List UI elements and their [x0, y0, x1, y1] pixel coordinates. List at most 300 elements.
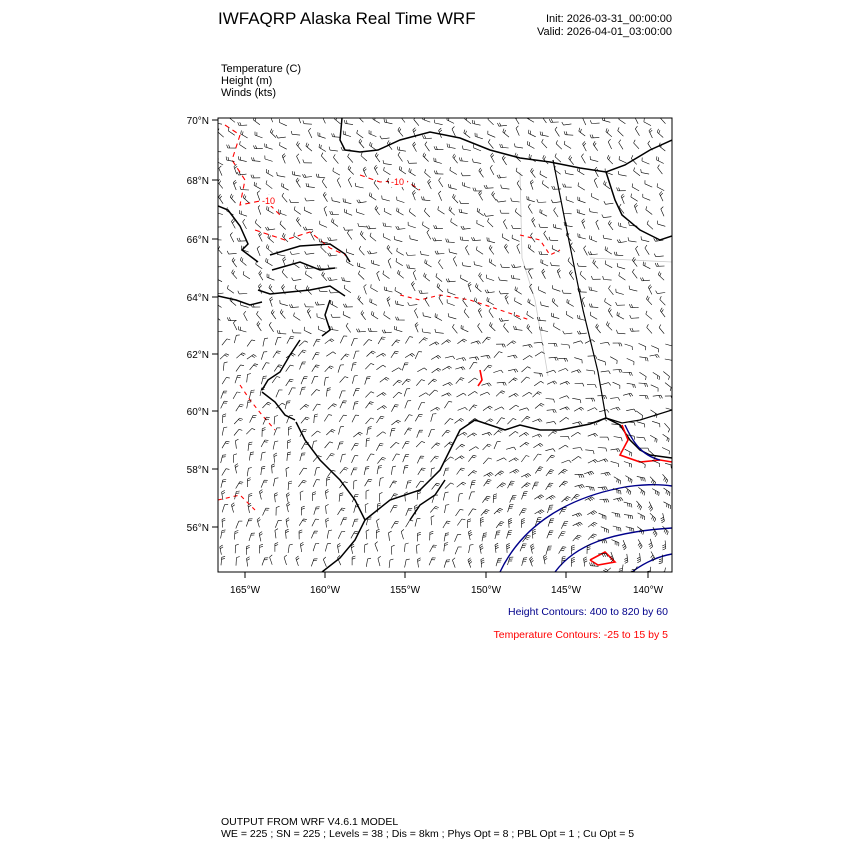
- wind-barb-icon: [646, 314, 652, 319]
- wind-barb-feather: [494, 494, 497, 495]
- wind-barb-icon: [542, 116, 547, 123]
- wind-barb-feather: [474, 471, 477, 473]
- wind-barb-feather: [488, 480, 491, 481]
- wind-barb-icon: [404, 544, 405, 552]
- wind-barb-icon: [489, 262, 496, 266]
- wind-barb-feather: [288, 428, 291, 429]
- wind-barb-feather: [241, 354, 244, 356]
- wind-barb-feather: [248, 374, 251, 375]
- wind-barb-feather: [488, 337, 491, 338]
- wind-barb-icon: [221, 531, 222, 539]
- wind-barb-feather: [365, 544, 368, 545]
- wind-barb-feather: [358, 271, 359, 274]
- wind-barb-feather: [490, 432, 492, 435]
- wind-barb-icon: [663, 474, 668, 480]
- wind-barb-icon: [308, 131, 312, 138]
- wind-barb-icon: [632, 260, 637, 266]
- wind-barb-feather: [578, 535, 581, 536]
- wind-barb-icon: [504, 326, 509, 332]
- wind-barb-icon: [488, 119, 494, 125]
- wind-barb-icon: [347, 233, 352, 240]
- wind-barb-icon: [522, 392, 529, 396]
- wind-barb-feather: [655, 263, 656, 266]
- wind-barb-feather: [304, 174, 306, 177]
- wind-barb-icon: [395, 291, 402, 295]
- wind-barb-feather: [478, 341, 480, 344]
- wind-barb-icon: [632, 187, 639, 191]
- wind-barb-feather: [418, 493, 421, 494]
- wind-barb-feather: [219, 181, 221, 184]
- wind-barb-feather: [274, 493, 277, 495]
- wind-barb-icon: [352, 376, 354, 384]
- wind-barb-feather: [522, 510, 525, 511]
- wind-barb-icon: [449, 252, 457, 254]
- wind-barb-icon: [659, 328, 664, 334]
- wind-barb-feather: [526, 418, 529, 419]
- wind-barb-feather: [252, 428, 255, 429]
- wind-barb-feather: [619, 204, 621, 207]
- wind-barb-feather: [367, 251, 369, 254]
- wind-barb-feather: [436, 273, 437, 276]
- wind-barb-icon: [357, 133, 364, 138]
- wind-barb-icon: [329, 280, 337, 281]
- wind-barb-feather: [649, 545, 652, 547]
- wind-barb-icon: [507, 341, 513, 346]
- wind-barb-feather: [422, 196, 423, 199]
- wind-barb-feather: [449, 443, 452, 445]
- wind-barb-feather: [528, 474, 531, 476]
- wind-barb-feather: [238, 156, 239, 160]
- wind-barb-feather: [572, 559, 575, 560]
- wind-barb-feather: [529, 345, 531, 348]
- wind-barb-feather: [489, 245, 491, 248]
- wind-barb-feather: [330, 442, 333, 443]
- wind-barb-feather: [258, 520, 261, 522]
- wind-barb-feather: [235, 466, 238, 468]
- wind-barb-feather: [438, 355, 441, 357]
- wind-barb-feather: [277, 251, 278, 255]
- wind-barb-feather: [248, 402, 251, 403]
- wind-barb-icon: [457, 468, 462, 475]
- wind-barb-feather: [584, 246, 586, 249]
- wind-barb-feather: [659, 395, 661, 398]
- wind-barb-feather: [569, 156, 571, 159]
- wind-barb-feather: [497, 123, 499, 126]
- wind-barb-feather: [238, 420, 241, 421]
- wind-barb-feather: [306, 417, 309, 418]
- wind-barb-feather: [439, 130, 442, 132]
- wind-barb-feather: [561, 511, 564, 512]
- wind-barb-feather: [304, 406, 307, 408]
- wind-barb-feather: [659, 130, 660, 133]
- wind-barb-icon: [215, 212, 223, 214]
- wind-barb-feather: [593, 434, 595, 437]
- wind-barb-feather: [551, 496, 554, 498]
- wind-barb-feather: [594, 143, 596, 146]
- wind-barb-feather: [469, 534, 472, 536]
- wind-barb-feather: [524, 485, 527, 487]
- wind-barb-icon: [424, 211, 430, 217]
- wind-barb-icon: [365, 363, 371, 369]
- wind-barb-feather: [562, 290, 563, 293]
- wind-barb-feather: [648, 285, 650, 288]
- wind-barb-icon: [405, 401, 408, 409]
- wind-barb-feather: [512, 265, 514, 268]
- wind-barb-icon: [494, 508, 500, 514]
- wind-barb-feather: [240, 482, 243, 483]
- wind-barb-icon: [590, 160, 598, 162]
- wind-barb-feather: [394, 481, 397, 482]
- wind-barb-feather: [591, 525, 594, 527]
- wind-barb-feather: [465, 131, 466, 134]
- wind-barb-icon: [221, 557, 222, 565]
- wind-barb-feather: [303, 120, 304, 123]
- wind-barb-feather: [509, 518, 512, 520]
- wind-barb-icon: [240, 260, 246, 265]
- wind-barb-feather: [268, 170, 269, 174]
- wind-barb-feather: [530, 180, 533, 182]
- wind-barb-feather: [507, 543, 510, 544]
- wind-barb-feather: [317, 404, 320, 405]
- wind-barb-icon: [475, 265, 483, 267]
- wind-barb-feather: [602, 215, 604, 218]
- wind-barb-feather: [550, 262, 551, 265]
- wind-barb-feather: [384, 119, 385, 122]
- wind-barb-feather: [584, 143, 586, 146]
- wind-barb-icon: [338, 532, 341, 539]
- wind-barb-feather: [392, 428, 396, 429]
- wind-barb-icon: [364, 467, 366, 475]
- wind-barb-feather: [294, 172, 295, 176]
- wind-barb-feather: [332, 301, 333, 305]
- wind-barb-icon: [604, 184, 610, 189]
- wind-barb-feather: [450, 419, 453, 420]
- wind-barb-feather: [338, 545, 341, 547]
- wind-barb-feather: [332, 326, 333, 329]
- wind-barb-feather: [257, 518, 260, 520]
- wind-barb-icon: [445, 483, 451, 489]
- wind-barb-feather: [525, 539, 528, 540]
- wind-barb-feather: [372, 351, 375, 353]
- wind-barb-feather: [647, 396, 648, 399]
- wind-barb-icon: [368, 228, 376, 229]
- wind-barb-feather: [265, 338, 269, 339]
- wind-barb-feather: [329, 415, 333, 416]
- wind-barb-feather: [541, 495, 544, 497]
- wind-barb-feather: [503, 483, 506, 485]
- wind-barb-icon: [236, 365, 241, 372]
- wind-barb-feather: [660, 296, 662, 299]
- wind-barb-feather: [484, 185, 486, 188]
- wind-barb-feather: [254, 355, 257, 357]
- wind-barb-icon: [392, 454, 396, 461]
- wind-barb-icon: [241, 134, 248, 138]
- wind-barb-icon: [392, 368, 399, 372]
- wind-barb-feather: [404, 467, 408, 468]
- wind-barb-feather: [353, 365, 356, 366]
- wind-barb-feather: [275, 545, 278, 546]
- wind-barb-icon: [230, 235, 234, 242]
- wind-barb-feather: [445, 543, 448, 544]
- wind-barb-feather: [542, 327, 543, 331]
- wind-barb-feather: [452, 127, 454, 130]
- wind-barb-icon: [361, 156, 367, 161]
- wind-barb-feather: [299, 115, 302, 117]
- wind-barb-icon: [299, 468, 303, 475]
- wind-barb-feather: [386, 119, 387, 122]
- wind-barb-icon: [271, 313, 276, 320]
- wind-barb-icon: [305, 229, 313, 230]
- wind-barb-feather: [340, 493, 343, 494]
- wind-barb-icon: [292, 254, 300, 255]
- wind-barb-icon: [323, 559, 326, 566]
- wind-barb-feather: [484, 213, 486, 216]
- wind-barb-icon: [270, 132, 276, 138]
- wind-barb-icon: [239, 160, 247, 162]
- wind-barb-feather: [318, 174, 319, 177]
- wind-barb-feather: [580, 513, 582, 516]
- wind-barb-feather: [282, 311, 284, 314]
- wind-barb-icon: [288, 545, 289, 553]
- wind-barb-feather: [501, 370, 503, 373]
- wind-barb-feather: [246, 545, 249, 546]
- wind-barb-feather: [474, 297, 475, 300]
- wind-barb-feather: [503, 382, 505, 385]
- wind-barb-icon: [651, 346, 658, 349]
- wind-barb-icon: [663, 372, 669, 377]
- wind-barb-feather: [478, 308, 480, 311]
- wind-barb-icon: [266, 262, 273, 266]
- wind-barb-feather: [446, 279, 448, 282]
- wind-barb-icon: [375, 544, 378, 551]
- wind-barb-icon: [642, 161, 649, 164]
- wind-barb-icon: [320, 224, 327, 227]
- wind-barb-feather: [657, 376, 658, 380]
- wind-barb-feather: [514, 378, 517, 380]
- wind-barb-icon: [292, 134, 300, 135]
- wind-barb-feather: [530, 245, 531, 248]
- wind-barb-icon: [500, 280, 508, 281]
- wind-barb-feather: [382, 407, 385, 409]
- wind-barb-feather: [305, 227, 307, 230]
- wind-barb-icon: [274, 455, 275, 463]
- wind-barb-feather: [311, 231, 313, 234]
- wind-barb-feather: [592, 512, 595, 514]
- wind-barb-feather: [222, 457, 226, 458]
- wind-barb-icon: [521, 377, 527, 383]
- wind-barb-feather: [462, 358, 464, 361]
- wind-barb-icon: [604, 238, 612, 239]
- wind-barb-icon: [531, 236, 536, 243]
- wind-barb-feather: [414, 144, 416, 147]
- wind-barb-feather: [629, 304, 630, 307]
- wind-barb-icon: [513, 267, 521, 268]
- wind-barb-icon: [527, 200, 535, 202]
- wind-barb-feather: [632, 269, 634, 272]
- wind-barb-feather: [296, 178, 298, 181]
- wind-barb-feather: [382, 394, 385, 396]
- wind-barb-icon: [345, 212, 353, 215]
- wind-barb-feather: [475, 391, 478, 393]
- wind-barb-icon: [395, 240, 403, 242]
- wind-barb-feather: [276, 353, 279, 354]
- wind-barb-icon: [236, 521, 239, 528]
- wind-barb-icon: [311, 390, 316, 396]
- wind-barb-icon: [517, 246, 520, 253]
- wind-barb-feather: [461, 378, 464, 379]
- wind-barb-feather: [650, 547, 653, 549]
- wind-barb-feather: [516, 458, 519, 460]
- wind-barb-feather: [668, 491, 669, 494]
- wind-barb-feather: [480, 546, 483, 548]
- wind-barb-icon: [527, 145, 534, 149]
- wind-barb-icon: [343, 315, 350, 319]
- wind-barb-icon: [305, 274, 312, 278]
- wind-barb-icon: [509, 431, 515, 436]
- wind-barb-feather: [305, 251, 307, 254]
- wind-barb-feather: [616, 513, 617, 517]
- wind-barb-feather: [630, 573, 633, 574]
- wind-barb-feather: [554, 343, 555, 346]
- wind-barb-feather: [475, 283, 476, 286]
- wind-barb-feather: [459, 420, 462, 422]
- wind-barb-feather: [286, 520, 289, 522]
- wind-barb-icon: [482, 337, 487, 343]
- wind-barb-feather: [577, 331, 579, 334]
- wind-barb-feather: [480, 274, 482, 277]
- wind-barb-feather: [654, 532, 656, 535]
- wind-barb-icon: [430, 545, 434, 552]
- wind-barb-feather: [473, 188, 474, 191]
- wind-barb-feather: [460, 457, 463, 459]
- wind-barb-icon: [325, 442, 330, 448]
- wind-barb-feather: [551, 119, 552, 122]
- wind-barb-icon: [413, 145, 417, 152]
- wind-barb-feather: [352, 558, 355, 559]
- wind-barb-icon: [458, 494, 459, 502]
- wind-barb-feather: [446, 341, 449, 343]
- wind-barb-icon: [489, 311, 493, 318]
- wind-barb-icon: [464, 133, 470, 138]
- wind-barb-feather: [436, 444, 439, 445]
- wind-barb-feather: [476, 246, 477, 250]
- wind-barb-feather: [383, 160, 384, 163]
- wind-barb-feather: [659, 325, 661, 328]
- wind-barb-feather: [587, 547, 590, 548]
- wind-barb-feather: [514, 459, 517, 461]
- wind-barb-feather: [286, 531, 289, 533]
- wind-barb-feather: [267, 206, 268, 209]
- wind-barb-feather: [240, 257, 241, 260]
- wind-barb-feather: [436, 356, 439, 358]
- wind-barb-feather: [251, 390, 255, 391]
- wind-barb-feather: [318, 265, 319, 268]
- wind-barb-feather: [344, 227, 345, 230]
- wind-barb-feather: [564, 131, 565, 134]
- wind-barb-feather: [315, 367, 318, 368]
- wind-barb-icon: [354, 351, 356, 359]
- wind-barb-feather: [659, 377, 660, 380]
- wind-barb-feather: [590, 498, 593, 500]
- wind-barb-icon: [282, 196, 287, 202]
- wind-barb-icon: [234, 335, 236, 343]
- border-line: [606, 410, 672, 423]
- wind-barb-icon: [453, 197, 459, 203]
- wind-barb-icon: [319, 147, 326, 151]
- wind-barb-feather: [229, 114, 230, 117]
- wind-barb-feather: [222, 556, 225, 557]
- wind-barb-feather: [462, 519, 465, 520]
- wind-barb-feather: [499, 472, 502, 474]
- wind-barb-feather: [299, 532, 302, 533]
- wind-barb-feather: [371, 143, 372, 146]
- wind-barb-feather: [235, 464, 238, 466]
- wind-barb-feather: [212, 224, 213, 227]
- wind-barb-icon: [625, 449, 632, 453]
- wind-barb-feather: [649, 543, 652, 545]
- wind-barb-feather: [582, 219, 585, 222]
- wind-barb-icon: [240, 145, 247, 149]
- wind-barb-feather: [515, 431, 518, 433]
- wind-barb-feather: [227, 145, 228, 148]
- wind-barb-feather: [222, 530, 226, 531]
- wind-barb-icon: [384, 226, 392, 227]
- wind-barb-feather: [321, 239, 322, 242]
- wind-barb-feather: [521, 512, 525, 513]
- wind-barb-feather: [412, 283, 414, 286]
- wind-barb-feather: [397, 301, 398, 305]
- wind-barb-feather: [649, 128, 651, 131]
- wind-barb-icon: [653, 395, 661, 396]
- wind-barb-feather: [276, 506, 279, 507]
- wind-barb-feather: [262, 388, 265, 389]
- wind-barb-feather: [450, 208, 451, 211]
- wind-barb-feather: [384, 406, 387, 408]
- wind-barb-feather: [463, 482, 466, 484]
- wind-barb-feather: [555, 410, 557, 413]
- wind-barb-feather: [376, 529, 379, 530]
- wind-barb-icon: [395, 330, 403, 332]
- wind-barb-feather: [479, 310, 481, 313]
- wind-barb-feather: [413, 192, 416, 194]
- wind-barb-icon: [547, 455, 552, 461]
- wind-barb-icon: [390, 442, 396, 448]
- wind-barb-feather: [424, 208, 426, 211]
- wind-barb-feather: [331, 454, 334, 455]
- wind-barb-icon: [332, 201, 340, 203]
- wind-barb-feather: [304, 266, 306, 269]
- wind-barb-icon: [222, 520, 223, 528]
- lat-tick-label: 70°N: [186, 116, 209, 127]
- wind-barb-feather: [446, 533, 449, 534]
- wind-barb-feather: [662, 309, 664, 312]
- wind-barb-icon: [494, 430, 500, 436]
- wind-barb-feather: [396, 341, 399, 342]
- wind-barb-feather: [497, 199, 499, 202]
- wind-barb-icon: [314, 507, 316, 515]
- wind-barb-icon: [328, 470, 333, 477]
- wind-barb-icon: [213, 267, 221, 268]
- wind-barb-feather: [628, 237, 629, 241]
- wind-barb-feather: [580, 129, 581, 132]
- map-title: IWFAQRP Alaska Real Time WRF: [218, 9, 476, 28]
- wind-barb-feather: [511, 198, 512, 201]
- wind-barb-icon: [647, 327, 652, 333]
- wind-barb-feather: [237, 172, 239, 175]
- wind-barb-feather: [550, 483, 554, 484]
- wind-barb-feather: [640, 546, 642, 549]
- wind-barb-icon: [494, 407, 501, 411]
